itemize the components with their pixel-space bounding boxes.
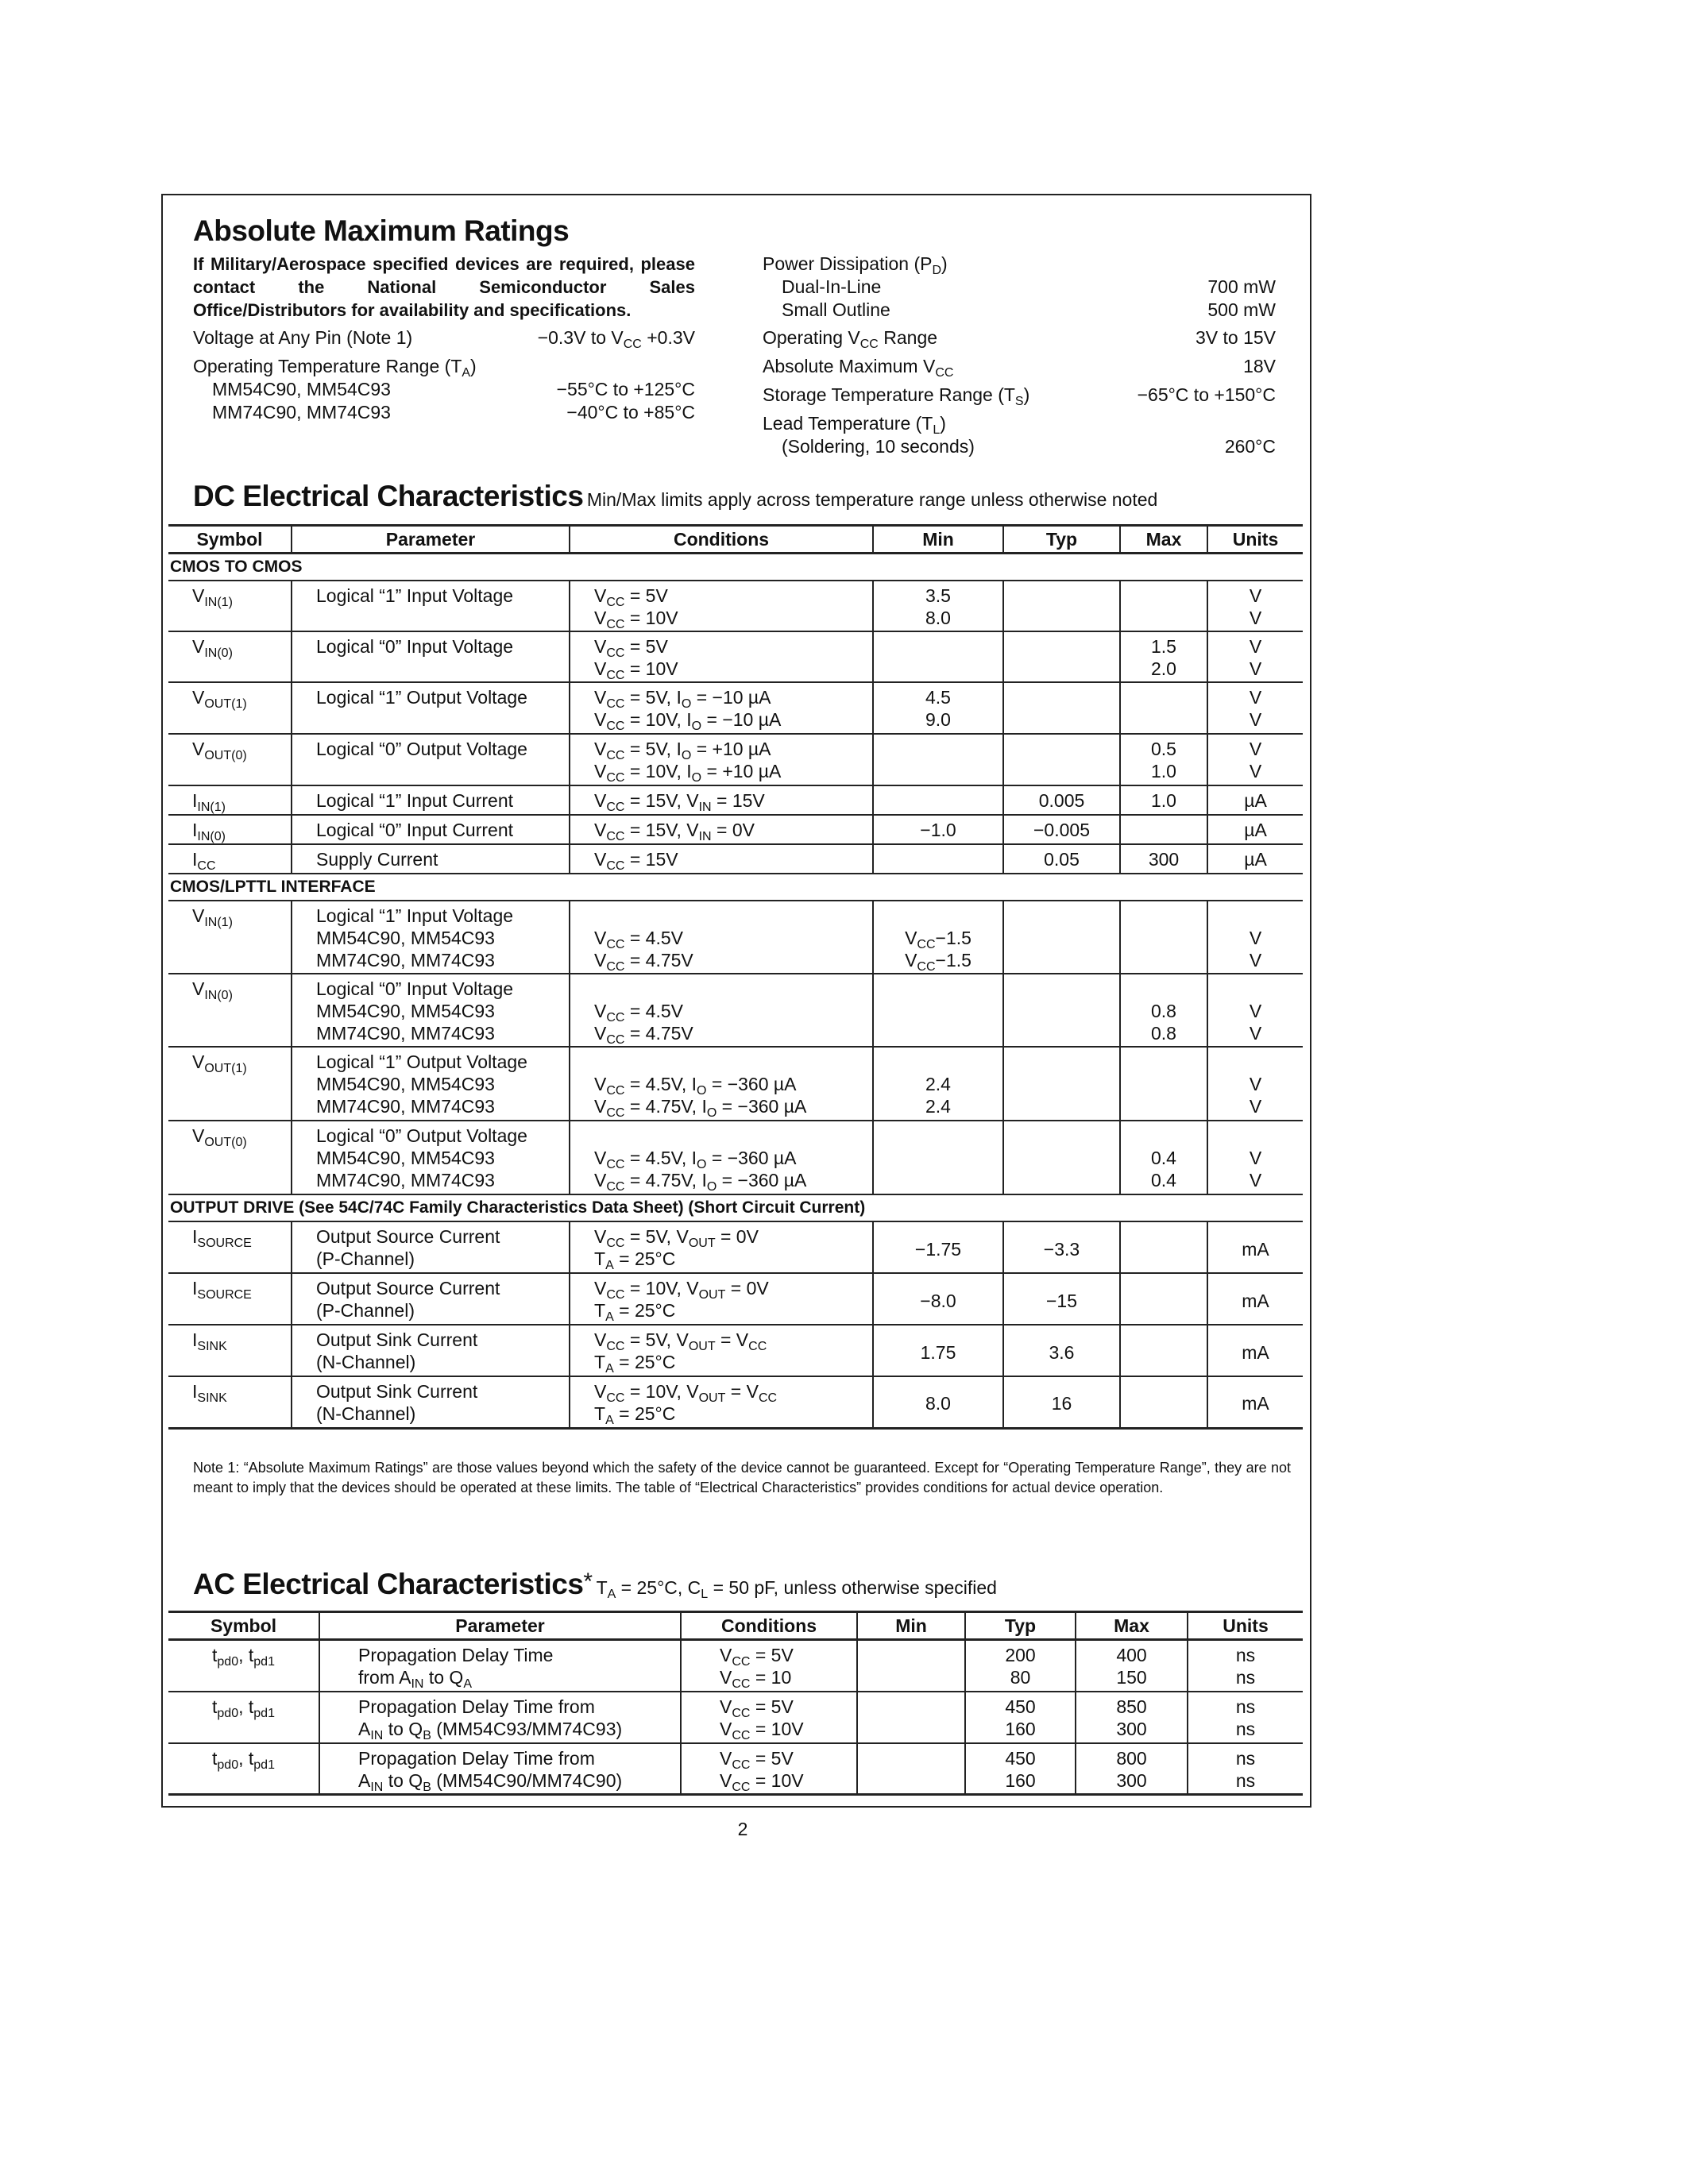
col-symbol: Symbol	[168, 526, 292, 554]
amr-vcc-range-row: Operating $V_{CC}$ Range 3V to 15V	[763, 327, 1276, 351]
table-row: $V_{OUT(0)}$ Logical “0” Output Voltage MM54C90, MM54C93 MM74C90, MM74C93 $V_{CC} = 4.5V$, $I_O = -360$ µA $V_{CC} = 4.75V$, $I_O = -360$ µA 0.4 0.4 V V	[168, 1121, 1303, 1194]
amr-lead-row: Lead Temperature $(T_L)$	[763, 413, 946, 437]
amr-voltage-row	[193, 326, 695, 355]
amr-left-col	[193, 326, 695, 424]
amr-label: Voltage at Any Pin (Note 1)	[193, 327, 413, 348]
dc-subtitle: Min/Max limits apply across temperature range unless otherwise noted	[586, 489, 1158, 510]
col-symbol: Symbol	[168, 1612, 319, 1640]
amr-power-row: Power Dissipation $(P_D)$	[763, 253, 948, 277]
col-typ: Typ	[1003, 526, 1120, 554]
dc-table	[168, 524, 1303, 1430]
ac-title-block	[193, 1568, 997, 1601]
table-row: $I_{SINK}$ Output Sink Current (N-Channel) $V_{CC} = 5V$, $V_{OUT} = V_{CC}$ $T_A = 25^\circ C$ 1.75 3.6 mA	[168, 1325, 1303, 1376]
col-max: Max	[1120, 526, 1207, 554]
table-row: $V_{OUT(1)}$ Logical “1” Output Voltage $V_{CC} = 5V$, $I_O = -10$ µA $V_{CC} = 10V$, $I_O = -10$ µA 4.5 9.0 V V	[168, 682, 1303, 734]
col-max: Max	[1076, 1612, 1188, 1640]
amr-temp-row: Operating Temperature Range $(T_A)$	[193, 356, 477, 380]
table-row: $t_{pd0}$, $t_{pd1}$ Propagation Delay Time from $A_{IN}$ to $Q_B$ (MM54C90/MM74C90) $V_{CC} = 5V$ $V_{CC} = 10V$ 450 160 800 300 ns ns	[168, 1743, 1303, 1795]
col-conditions: Conditions	[681, 1612, 857, 1640]
col-conditions: Conditions	[570, 526, 873, 554]
table-row: $V_{IN(0)}$ Logical “0” Input Voltage $V_{CC} = 5V$ $V_{CC} = 10V$ 1.5 2.0 V V	[168, 631, 1303, 682]
note-1: Note 1: “Absolute Maximum Ratings” are those values beyond which the safety of the device cannot be guaranteed. Except for “Operating Temperature Range”, they are not meant to imply that the devices should be operated at these limits. The table of “Electrical Characteristics” provides conditions for actual device operation.	[193, 1460, 1291, 1495]
ac-title-star: *	[583, 1569, 593, 1595]
section-row: CMOS TO CMOS	[168, 554, 1303, 581]
amr-right-col	[763, 253, 1276, 458]
ac-header-row	[168, 1612, 1303, 1640]
ac-subtitle: $T_A = 25^\circ C$, $C_L = 50$ pF, unless otherwise specified	[596, 1577, 997, 1601]
table-row: $t_{pd0}$, $t_{pd1}$ Propagation Delay Time from $A_{IN}$ to $Q_A$ $V_{CC} = 5V$ $V_{CC} = 10$ 200 80 400 150 ns ns	[168, 1640, 1303, 1692]
table-row: $V_{IN(1)}$ Logical “1” Input Voltage MM54C90, MM54C93 MM74C90, MM74C93 $V_{CC} = 4.5V$ $V_{CC} = 4.75V$ $V_{CC}-1.5$ $V_{CC}-1.5$ V V	[168, 901, 1303, 974]
amr-value: −0.3V to $V_{CC} +0.3V$	[537, 327, 695, 351]
table-row: $I_{CC}$ Supply Current $V_{CC} = 15V$ 0.05 300 µA	[168, 844, 1303, 874]
amr-dip-row: Dual-In-Line 700 mW	[782, 276, 1276, 297]
table-row: $V_{OUT(1)}$ Logical “1” Output Voltage MM54C90, MM54C93 MM74C90, MM74C93 $V_{CC} = 4.5V$, $I_O = -360$ µA $V_{CC} = 4.75V$, $I_O = -360$ µA 2.4 2.4 V V	[168, 1047, 1303, 1121]
col-parameter: Parameter	[292, 526, 570, 554]
table-row: $V_{OUT(0)}$ Logical “0” Output Voltage $V_{CC} = 5V$, $I_O = +10$ µA $V_{CC} = 10V$, $I_O = +10$ µA 0.5 1.0 V V	[168, 734, 1303, 785]
amr-so-row: Small Outline 500 mW	[782, 299, 1276, 320]
amr-temp54-row: MM54C90, MM54C93 −55°C to +125°C	[212, 379, 695, 399]
table-row: $V_{IN(0)}$ Logical “0” Input Voltage MM54C90, MM54C93 MM74C90, MM74C93 $V_{CC} = 4.5V$ $V_{CC} = 4.75V$ 0.8 0.8 V V	[168, 974, 1303, 1047]
ac-table	[168, 1611, 1303, 1796]
table-row: $I_{SOURCE}$ Output Source Current (P-Channel) $V_{CC} = 5V$, $V_{OUT} = 0V$ $T_A = 25^\circ C$ −1.75 −3.3 mA	[168, 1221, 1303, 1273]
col-min: Min	[857, 1612, 965, 1640]
table-row: $I_{SINK}$ Output Sink Current (N-Channel) $V_{CC} = 10V$, $V_{OUT} = V_{CC}$ $T_A = 25^\circ C$ 8.0 16 mA	[168, 1376, 1303, 1428]
amr-title: Absolute Maximum Ratings	[193, 214, 570, 247]
section-row: CMOS/LPTTL INTERFACE	[168, 874, 1303, 901]
table-row: $I_{IN(0)}$ Logical “0” Input Current $V_{CC} = 15V$, $V_{IN} = 0V$ −1.0 −0.005 µA	[168, 815, 1303, 844]
dc-title: DC Electrical Characteristics	[193, 480, 584, 512]
amr-storage-row: Storage Temperature Range $(T_S)$ −65°C to +150°C	[763, 384, 1276, 408]
table-row: $V_{IN(1)}$ Logical “1” Input Voltage $V_{CC} = 5V$ $V_{CC} = 10V$ 3.5 8.0 V V	[168, 581, 1303, 631]
page-number: 2	[737, 1819, 748, 1839]
table-row: $I_{SOURCE}$ Output Source Current (P-Channel) $V_{CC} = 10V$, $V_{OUT} = 0V$ $T_A = 25^\circ C$ −8.0 −15 mA	[168, 1273, 1303, 1325]
amr-temp74-row: MM74C90, MM74C93 −40°C to +85°C	[212, 402, 695, 423]
section-row: OUTPUT DRIVE (See 54C/74C Family Characteristics Data Sheet) (Short Circuit Current)	[168, 1194, 1303, 1221]
military-notice: If Military/Aerospace specified devices are required, please contact the National Semiconductor Sales Office/Distributors for availability and specifications.	[193, 254, 695, 320]
col-typ: Typ	[965, 1612, 1076, 1640]
dc-header-row	[168, 526, 1303, 554]
table-row: $I_{IN(1)}$ Logical “1” Input Current $V_{CC} = 15V$, $V_{IN} = 15V$ 0.005 1.0 µA	[168, 785, 1303, 815]
amr-solder-row: (Soldering, 10 seconds) 260°C	[782, 436, 1276, 457]
dc-title-block	[193, 480, 1157, 513]
col-units: Units	[1188, 1612, 1303, 1640]
amr-vcc-max-row: Absolute Maximum $V_{CC}$ 18V	[763, 356, 1276, 380]
table-row: $t_{pd0}$, $t_{pd1}$ Propagation Delay Time from $A_{IN}$ to $Q_B$ (MM54C93/MM74C93) $V_{CC} = 5V$ $V_{CC} = 10V$ 450 160 850 300 ns ns	[168, 1692, 1303, 1743]
col-parameter: Parameter	[319, 1612, 681, 1640]
ac-title: AC Electrical Characteristics	[193, 1568, 584, 1600]
col-units: Units	[1207, 526, 1303, 554]
col-min: Min	[873, 526, 1003, 554]
